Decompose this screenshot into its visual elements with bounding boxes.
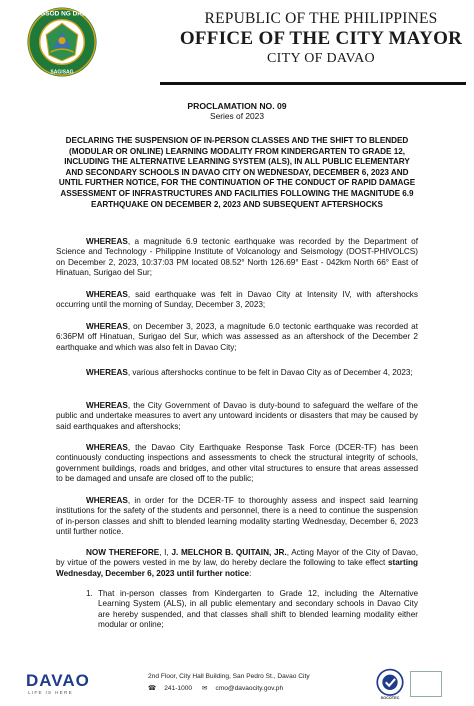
seal-ring-text: LUNGSOD NG DABAW <box>26 10 98 18</box>
whereas-clause-2 <box>56 290 418 311</box>
whereas-text: , various aftershocks continue to be felt in Davao City as of December 4, 2023; <box>127 368 413 377</box>
whereas-clause-6 <box>56 443 418 485</box>
whereas-lead: WHEREAS <box>86 401 128 410</box>
effectivity-text: starting Wednesday, December 6, 2023 until further notice <box>56 558 418 578</box>
email-address: cmo@davaocity.gov.ph <box>215 685 284 692</box>
acting-mayor-name: J. MELCHOR B. QUITAIN, JR. <box>171 548 287 557</box>
list-item <box>56 589 418 634</box>
brand-wordmark: DAVAO <box>26 671 90 690</box>
letterhead-titles <box>176 10 466 67</box>
list-item-text: That in-person classes from Kindergarten to Grade 12, including the Alternative Learning System (ALS), in all public elementary and secondary schools in Davao City are hereby suspended, and that classes shall shift to blended learning modality either modular or online; <box>98 589 418 630</box>
whereas-text: , a magnitude 6.9 tectonic earthquake was recorded by the Department of Science and Technology - Philippine Institute of Volcanology and Seismology (DOST-PHIVOLCS) on December 2, 2023, 10:37:03 PM located 08.52° North 126.69° East - 042km North 66° East of Hinatuan, Surigao del Sur; <box>56 237 418 278</box>
city-line: CITY OF DAVAO <box>267 51 375 66</box>
phone-number: 241-1000 <box>164 685 193 692</box>
whereas-lead: WHEREAS <box>86 322 128 331</box>
contact-info <box>148 684 291 692</box>
city-seal-icon <box>26 6 98 78</box>
whereas-text: , the City Government of Davao is duty-bound to safeguard the welfare of the public and undertake measures to avert any untoward incidents or disasters that may be caused by said earthquakes and aftershocks; <box>56 401 418 431</box>
whereas-lead: WHEREAS <box>86 368 128 377</box>
whereas-clause-5 <box>56 401 418 432</box>
whereas-clause-1 <box>56 237 418 279</box>
email-icon: ✉ <box>201 685 208 692</box>
letter-footer <box>0 663 474 706</box>
seal-bottom-text: SAGISAG <box>50 69 74 76</box>
now-therefore-clause: NOW THEREFORE, I, J. MELCHOR B. QUITAIN, JR., Acting Mayor of the City of Davao, by virtue of the powers vested in me by law, do hereby declare the following to take effect starting Wednesday, December 6, 2023 until further notice: <box>56 548 418 578</box>
whereas-clause-4 <box>56 368 418 378</box>
certification-label: SOCOTEC <box>380 696 400 700</box>
whereas-lead: WHEREAS <box>86 443 128 452</box>
now-therefore-lead: NOW THEREFORE <box>86 548 160 557</box>
header-divider <box>160 82 466 85</box>
proclamation-series: Series of 2023 <box>209 111 264 121</box>
whereas-text: , the Davao City Earthquake Response Task Force (DCER-TF) has been continuously conducting inspections and assessments to check the structural integrity of schools, government buildings, roads and bridges, and other vital structures to ensure that areas assessed to be damaged and unsafe are closed off to the public; <box>56 443 418 484</box>
whereas-text: , in order for the DCER-TF to thoroughly assess and inspect said learning institutions for the safety of the students and personnel, there is a need to continue the suspension of in-person classes and shift to blended learning modality starting Wednesday, December 6, 2023 until further notice. <box>56 496 418 537</box>
whereas-text: , said earthquake was felt in Davao City at Intensity IV, with aftershocks occurring until the morning of Sunday, December 3, 2023; <box>56 290 418 310</box>
letterhead <box>0 0 474 86</box>
proclamation-title: DECLARING THE SUSPENSION OF IN-PERSON CLASSES AND THE SHIFT TO BLENDED (MODULAR OR ONLINE) LEARNING MODALITY FROM KINDERGARTEN TO GRADE 12, INCLUDING THE ALTERNATIVE LEARNING SYSTEM (ALS), IN ALL PUBLIC ELEMENTARY AND SECONDARY SCHOOLS IN DAVAO CITY ON WEDNESDAY, DECEMBER 6, 2023 AND UNTIL FURTHER NOTICE, FOR THE CONTINUATION OF THE CONDUCT OF RAPID DAMAGE ASSESSMENT OF INFRASTRUCTURES AND FACILITIES FOLLOWING THE MAGNITUDE 6.9 EARTHQUAKE ON DECEMBER 2, 2023 AND SUBSEQUENT AFTERSHOCKS <box>58 136 416 209</box>
whereas-lead: WHEREAS <box>86 290 128 299</box>
list-item-number: 1. <box>86 589 93 598</box>
office-address: 2nd Floor, City Hall Building, San Pedro St., Davao City <box>148 673 310 680</box>
whereas-clause-7 <box>56 496 418 538</box>
brand-tagline: LIFE IS HERE <box>28 690 73 695</box>
whereas-lead: WHEREAS <box>86 237 128 246</box>
whereas-clause-3 <box>56 322 418 353</box>
davao-brand-logo <box>26 671 106 699</box>
whereas-text: , on December 3, 2023, a magnitude 6.0 tectonic earthquake was recorded at 6:36PM off Hinatuan, Surigao del Sur, which was assessed as an aftershock of the December 2 earthquake and which was also felt in Davao City; <box>56 322 418 352</box>
whereas-lead: WHEREAS <box>86 496 128 505</box>
phone-icon: ☎ <box>148 685 157 692</box>
iso-badge-icon <box>410 671 442 697</box>
office-line: OFFICE OF THE CITY MAYOR <box>179 28 463 49</box>
republic-line: REPUBLIC OF THE PHILIPPINES <box>204 10 438 27</box>
proclamation-number: PROCLAMATION NO. 09 <box>187 101 287 111</box>
